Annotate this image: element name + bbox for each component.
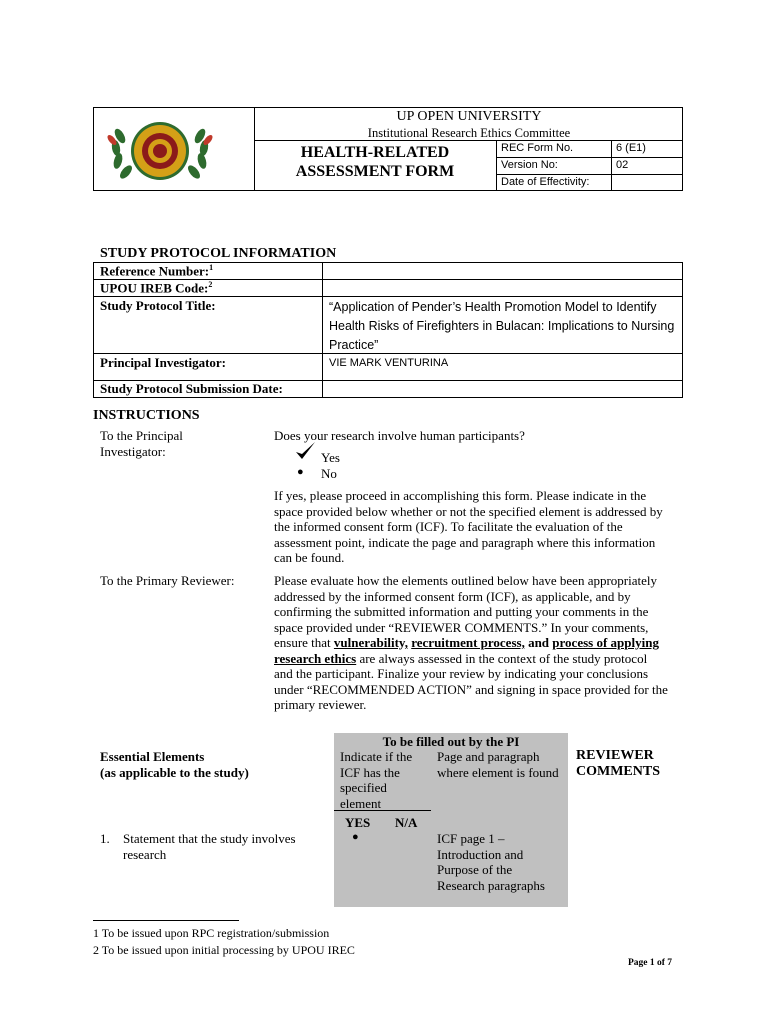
- protocol-row-ireb: UPOU IREB Code:$^2$: [94, 280, 682, 297]
- ireb-label: UPOU IREB Code:: [100, 280, 209, 296]
- pi-instruction-label: To the Principal Investigator:: [100, 428, 183, 459]
- meta-value-form-no: 6 (E1): [616, 142, 646, 154]
- protocol-row-date: [94, 381, 682, 397]
- emphasis-recruitment: recruitment process,: [411, 635, 525, 650]
- footnote-separator: [93, 920, 239, 921]
- protocol-heading: STUDY PROTOCOL INFORMATION: [100, 246, 337, 261]
- reviewer-instruction-label: To the Primary Reviewer:: [100, 573, 235, 588]
- yes-mark-icon[interactable]: ●: [352, 831, 359, 843]
- question-text: Does your research involve human participants?: [274, 428, 525, 443]
- pi-instruction-text: If yes, please proceed in accomplishing this form. Please indicate in the space provided below whether or not the specified element is addressed by the informed consent form (ICF). To facilitate the evaluation of the assessment point, indicate the page and paragraph where this information can be found.: [274, 488, 663, 565]
- option-yes[interactable]: Yes: [321, 450, 340, 465]
- committee-name: Institutional Research Ethics Committee: [367, 126, 571, 140]
- yes-label: YES: [345, 815, 371, 830]
- instructions-heading: INSTRUCTIONS: [93, 408, 200, 423]
- laurel-right-icon: [186, 127, 214, 181]
- footnote-2: 2 To be issued upon initial processing by UPOU IREC: [93, 943, 355, 957]
- reference-label: Reference Number:: [100, 263, 210, 279]
- ireb-value[interactable]: [323, 280, 682, 296]
- form-header: [93, 107, 683, 191]
- protocol-row-pi: [94, 354, 682, 381]
- reviewer-comments-header: REVIEWER COMMENTS: [576, 748, 660, 779]
- icf-indicator-header: Indicate if the ICF has the specified element: [340, 749, 413, 811]
- university-name: UP OPEN UNIVERSITY: [396, 109, 542, 124]
- element-text: Statement that the study involves research: [123, 831, 296, 862]
- meta-label-version: Version No:: [501, 159, 558, 171]
- reviewer-instruction-text: Please evaluate how the elements outlined below have been appropriately addressed by the informed consent form (ICF), as applicable, and by confirming the submitted information and putting your comments in the space provided under “REVIEWER COMMENTS.” In your comments, ensure that vulnerability, recruitment process, and process of applying research ethics are always assessed in the context of the study protocol and the participant. Finalize your review by indicating your conclusions under “RECOMMENDED ACTION” and signing in space provided for the primary reviewer.: [274, 573, 668, 712]
- upou-logo: [106, 118, 214, 184]
- meta-label-form-no: REC Form No.: [501, 142, 574, 154]
- element-number: 1.: [100, 831, 110, 846]
- pi-section-header: To be filled out by the PI: [382, 734, 520, 749]
- emphasis-vulnerability: vulnerability,: [333, 635, 408, 650]
- element-location: ICF page 1 – Introduction and Purpose of the Research paragraphs: [437, 831, 545, 893]
- footnote-1: 1 To be issued upon RPC registration/submission: [93, 926, 330, 940]
- emphasis-research-ethics: process of applying research ethics: [274, 635, 659, 666]
- protocol-row-title: [94, 297, 682, 354]
- option-no[interactable]: No: [321, 466, 337, 481]
- page-number: Page 1 of 7: [628, 958, 673, 968]
- checkmark-icon: [294, 441, 316, 461]
- bullet-icon: ●: [297, 466, 304, 478]
- protocol-row-reference: Reference Number:$^1$: [94, 263, 682, 280]
- form-title: HEALTH-RELATED ASSESSMENT FORM: [295, 144, 455, 180]
- protocol-table: [93, 262, 683, 398]
- date-label: Study Protocol Submission Date:: [94, 381, 323, 397]
- reference-value[interactable]: [323, 263, 682, 279]
- date-value[interactable]: [323, 381, 682, 397]
- laurel-left-icon: [106, 127, 134, 181]
- page-paragraph-header: Page and paragraph where element is found: [437, 749, 559, 780]
- pi-label: Principal Investigator:: [94, 354, 323, 380]
- meta-value-version: 02: [616, 159, 629, 171]
- meta-label-effectivity: Date of Effectivity:: [501, 176, 590, 188]
- essential-elements-header: Essential Elements (as applicable to the study): [100, 749, 249, 780]
- title-label: Study Protocol Title:: [94, 297, 323, 353]
- title-value[interactable]: “Application of Pender’s Health Promotion Model to Identify Health Risks of Firefighters in Bulacan: Implications to Nursing Practice”: [329, 300, 675, 352]
- pi-value[interactable]: VIE MARK VENTURINA: [329, 357, 449, 369]
- na-label: N/A: [395, 815, 418, 830]
